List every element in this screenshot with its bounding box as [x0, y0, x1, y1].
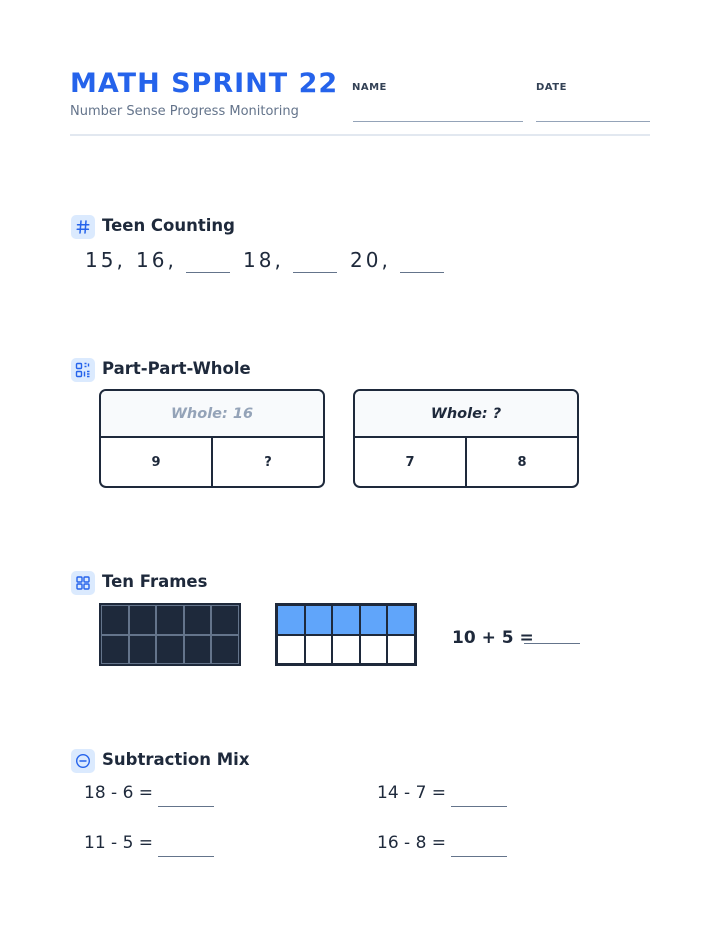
ten-frame-empty-cell [361, 636, 387, 664]
part-box: 7 [405, 454, 415, 470]
hash-icon [71, 215, 95, 239]
ten-frame [275, 603, 417, 666]
answer-blank[interactable] [158, 856, 214, 857]
part-part-whole-diagram [353, 389, 579, 488]
ten-frame-empty-cell [388, 636, 414, 664]
answer-blank[interactable] [451, 806, 507, 807]
sequence-number: 15, [85, 248, 126, 272]
ten-frame-filled-cell [185, 636, 211, 664]
ten-frame-filled-cell [102, 636, 128, 664]
ten-frame-filled-cell [157, 636, 183, 664]
part-box: 8 [465, 438, 577, 486]
ten-frame-filled-cell [361, 606, 387, 634]
section-title-ten-frames: Ten Frames [102, 572, 208, 591]
section-title-teen-counting: Teen Counting [102, 216, 235, 235]
ten-frame-filled-cell [306, 606, 332, 634]
ten-frame-filled-cell [212, 636, 238, 664]
subtraction-problem: 16 - 8 = [377, 833, 447, 853]
section-title-subtraction-mix: Subtraction Mix [102, 750, 250, 769]
sequence-number: 20, [350, 248, 391, 272]
qr-grid-icon [71, 358, 95, 382]
ten-frame-filled-cell [333, 606, 359, 634]
whole-box[interactable]: Whole: ? [355, 391, 577, 438]
ten-frame-filled-cell [157, 606, 183, 634]
answer-blank[interactable] [524, 643, 580, 644]
ten-frame [99, 603, 241, 666]
part-box[interactable]: ? [211, 438, 323, 486]
ten-frame-filled-cell [212, 606, 238, 634]
ten-frame-filled-cell [130, 636, 156, 664]
answer-blank[interactable] [158, 806, 214, 807]
answer-blank[interactable] [451, 856, 507, 857]
answer-blank[interactable] [186, 272, 230, 273]
answer-blank[interactable] [293, 272, 337, 273]
date-field[interactable] [536, 121, 650, 122]
name-field[interactable] [353, 121, 523, 122]
ten-frame-filled-cell [102, 606, 128, 634]
part-part-whole-diagram [99, 389, 325, 488]
name-label: NAME [352, 82, 387, 93]
sequence-number: 18, [243, 248, 284, 272]
section-title-part-part-whole: Part-Part-Whole [102, 359, 251, 378]
ten-frame-filled-cell [278, 606, 304, 634]
whole-box: Whole: 16 [101, 391, 323, 438]
subtraction-problem: 11 - 5 = [84, 833, 154, 853]
ten-frame-filled-cell [130, 606, 156, 634]
grid-icon [71, 571, 95, 595]
sequence-number: 16, [136, 248, 177, 272]
ten-frame-filled-cell [185, 606, 211, 634]
worksheet-title: MATH SPRINT 22 [70, 68, 339, 99]
ten-frame-equation: 10 + 5 = [452, 628, 534, 648]
ten-frame-filled-cell [388, 606, 414, 634]
ten-frame-empty-cell [278, 636, 304, 664]
part-box: 9 [151, 454, 161, 470]
subtraction-problem: 18 - 6 = [84, 783, 154, 803]
subtraction-problem: 14 - 7 = [377, 783, 447, 803]
date-label: DATE [536, 82, 567, 93]
worksheet-subtitle: Number Sense Progress Monitoring [70, 104, 299, 119]
worksheet-header [70, 66, 650, 136]
minus-circle-icon [71, 749, 95, 773]
answer-blank[interactable] [400, 272, 444, 273]
ten-frame-empty-cell [306, 636, 332, 664]
ten-frame-empty-cell [333, 636, 359, 664]
